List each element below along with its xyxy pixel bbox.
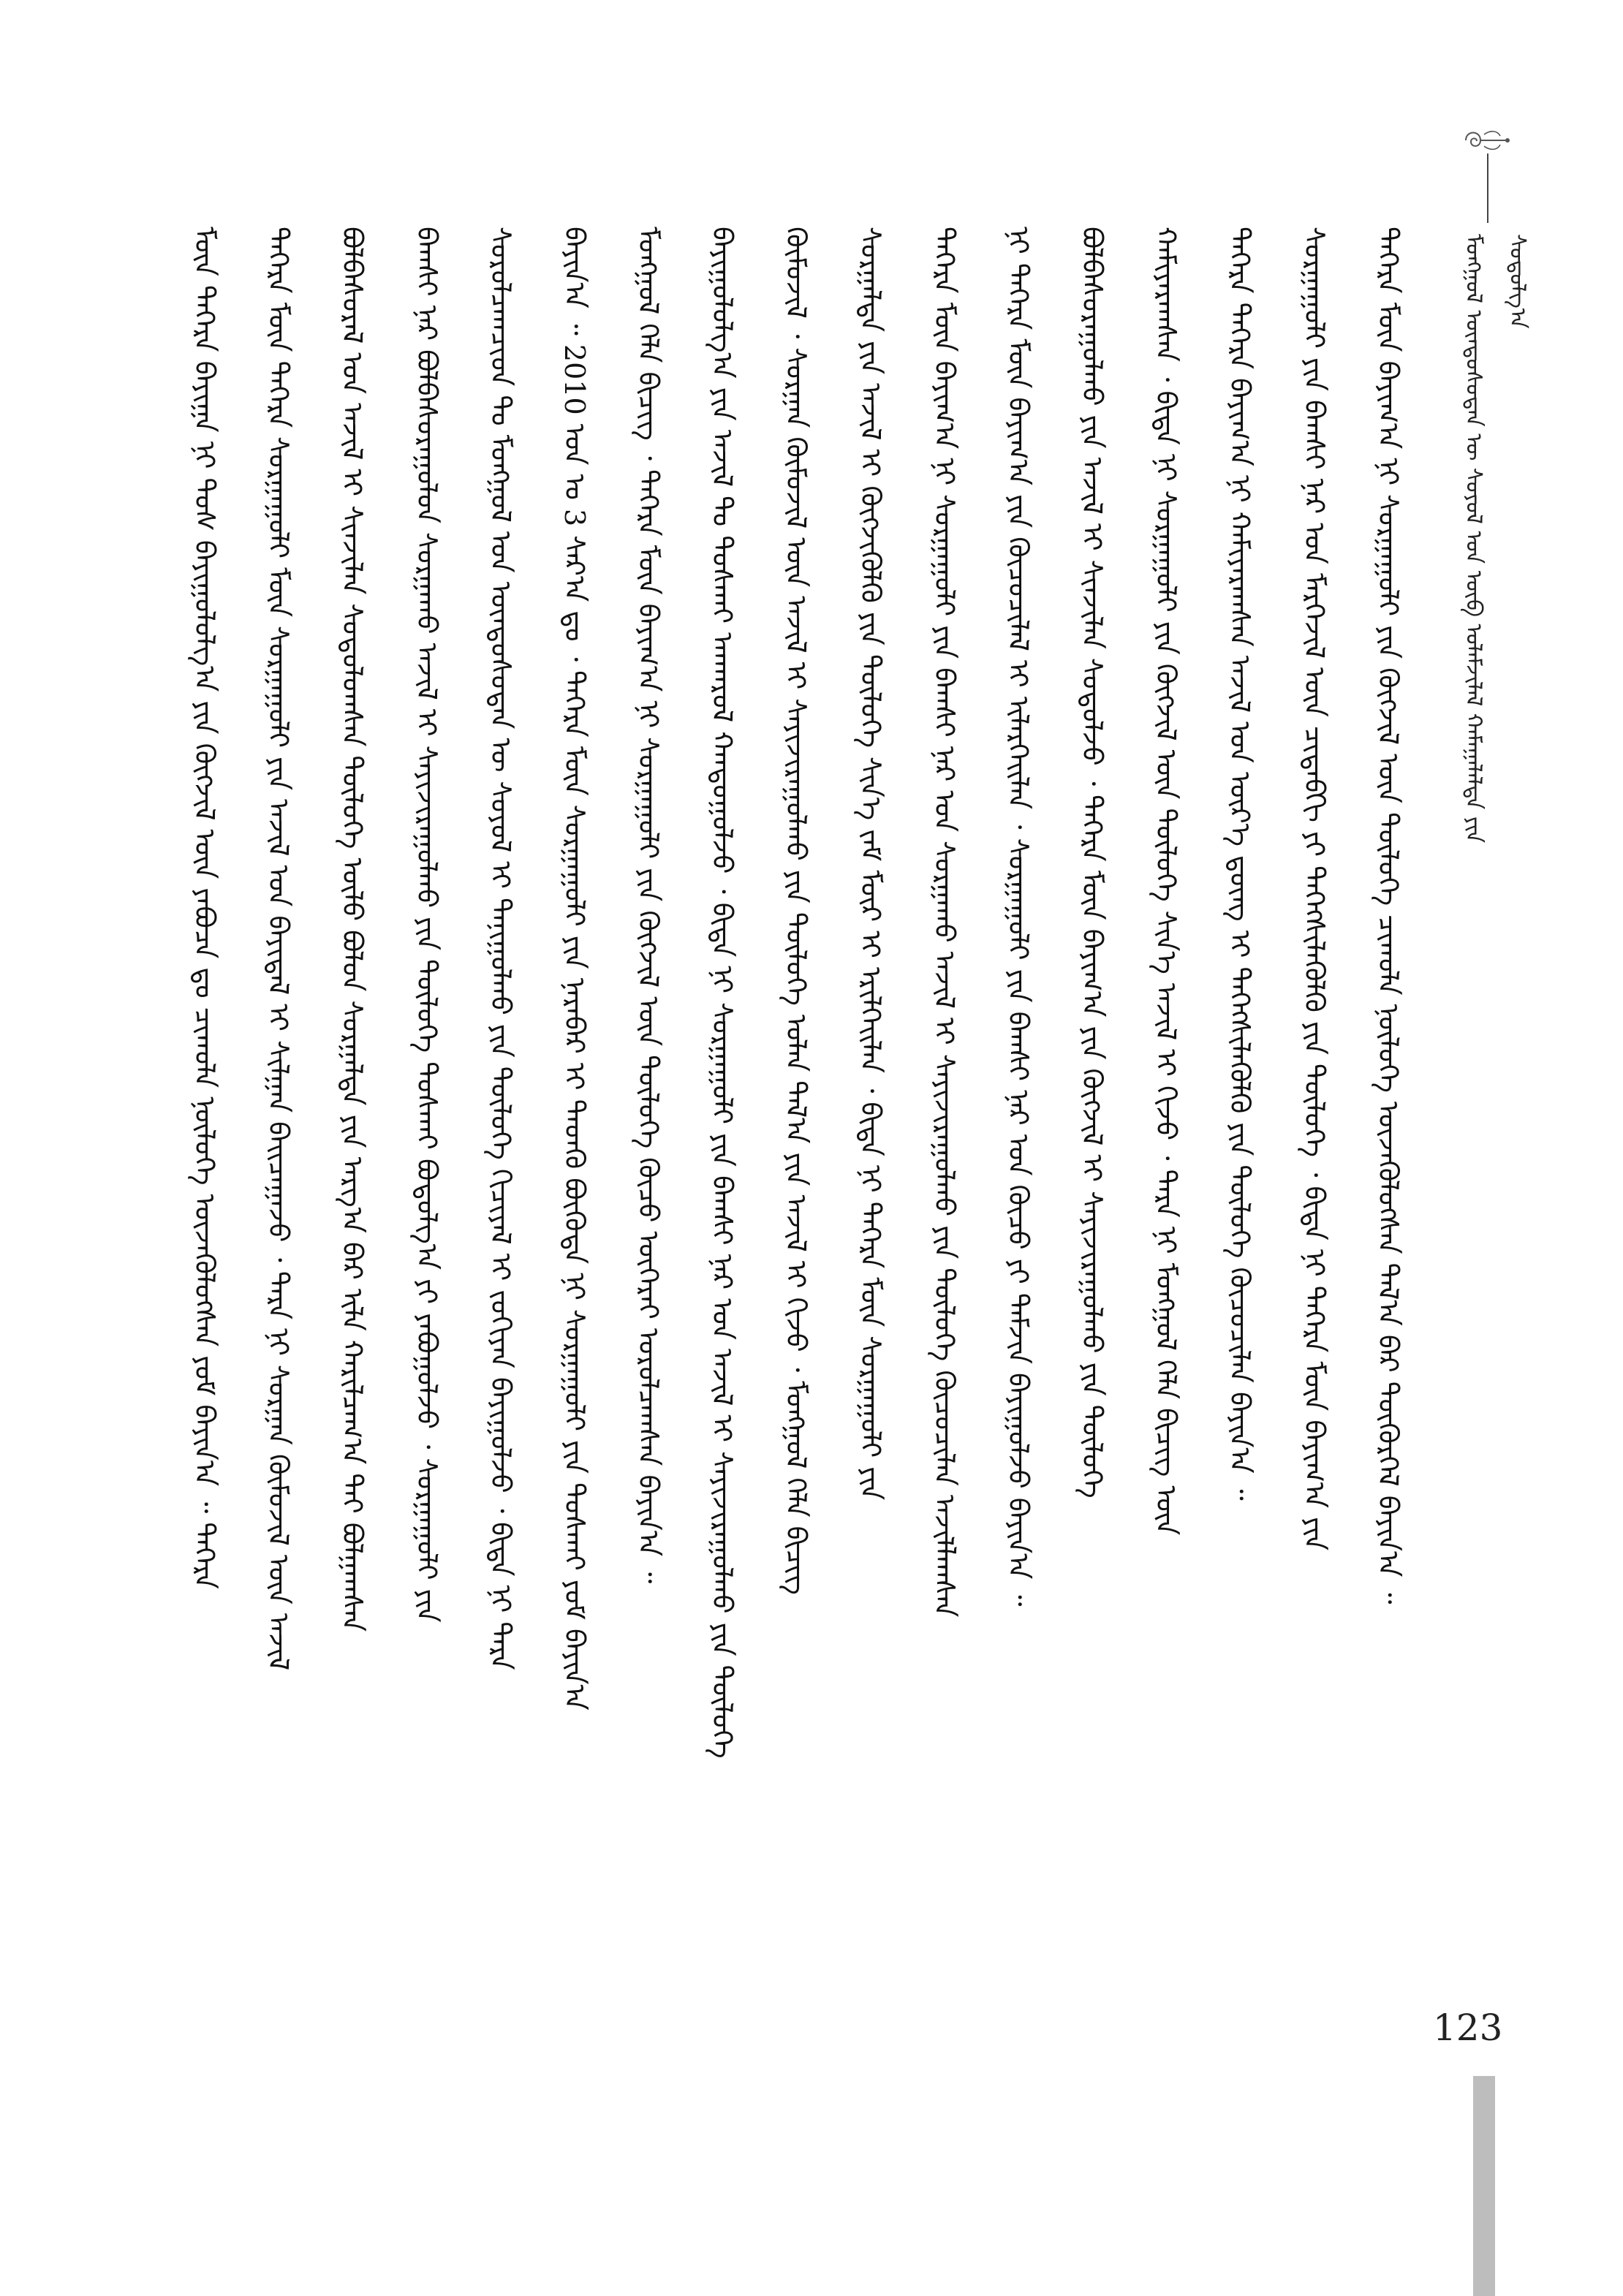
text-column: ᠲᠡᠭᠡᠷᠡ ᠮᠥᠨ ᠪᠠᠶᠢᠭ᠎ᠠ ᠨᠢ ᠰᠤᠷᠭᠠᠭᠤᠯᠢ ᠶᠢᠨ ᠬᠥᠭᠵᠢᠯ ᠦᠨ ᠲᠥᠯᠦᠭᠡ ᠴᠢᠬᠤᠯᠠ ᠨᠥᠯᠦᠭᠡ ᠦᠵᠡᠭᠦᠯᠦᠭᠰᠡᠨ ᠲᠠᠯ᠎ᠠ ᠪᠠᠷ ᠳᠦᠭᠦᠷᠭᠡᠯ ᠪᠠᠶᠢᠨ᠎ᠠ ᠃	[1372, 227, 1404, 1604]
page-number: 123	[1433, 2007, 1503, 2049]
text-column: ᠲᠡᠭᠡᠷᠡ ᠮᠥᠨ ᠪᠠᠶᠢᠭ᠎ᠠ ᠨᠢ ᠰᠤᠷᠭᠠᠭᠤᠯᠢ ᠶᠢᠨ ᠪᠠᠭᠰᠢ ᠨᠠᠷ ᠤᠨ ᠰᠤᠷᠭᠠᠬᠤ ᠠᠵᠢᠯ ᠢ ᠰᠠᠶᠢᠵᠢᠷᠠᠭᠤᠯᠬᠤ ᠶᠢᠨ ᠲᠥᠯᠦᠭᠡ ᠬᠦᠴᠦᠴᠢᠯᠡᠨ ᠠᠵᠢᠯᠯᠠᠭᠰᠠᠨ	[928, 227, 961, 1618]
text-column: ᠪᠤᠯᠪᠠᠰᠤᠷᠠᠭᠤᠯᠬᠤ ᠶᠢᠨ ᠠᠵᠢᠯ ᠢ ᠰᠢᠨᠵᠢᠯᠡᠨ ᠰᠤᠳᠤᠯᠵᠤ ᠂ ᠲᠡᠭᠡᠷᠡ ᠮᠥᠨ ᠪᠠᠶᠢᠭ᠎ᠠ ᠶᠢᠨ ᠬᠥᠭᠵᠢᠯ ᠢ ᠰᠠᠶᠢᠵᠢᠷᠠᠭᠤᠯᠬᠤ ᠶᠢᠨ ᠲᠥᠯᠦᠭᠡ	[1076, 227, 1108, 1499]
text-column: ᠪᠣᠯᠪᠠᠰᠤᠷᠠᠯ ᠤᠨ ᠠᠵᠢᠯ ᠢ ᠰᠢᠨᠵᠢᠯᠡᠨ ᠰᠤᠳᠤᠯᠤᠭᠰᠠᠨ ᠲᠥᠯᠦᠭᠡ ᠦᠯᠦ ᠪᠣᠯᠤᠨ ᠰᠤᠷᠭᠠᠯᠲᠠ ᠶᠢᠨ ᠠᠷᠭ᠎ᠠ ᠪᠠᠷ ᠢᠯᠡ ᠬᠠᠷᠢᠯᠴᠠᠭ᠎ᠠ ᠲᠠᠢ ᠪᠣᠯᠭᠠᠭᠰᠠᠨ	[336, 227, 368, 1632]
thumb-tab	[1473, 2076, 1495, 2296]
text-column: ᠬᠠᠮᠢᠶᠠᠷᠠᠭᠰᠠᠨ ᠂ ᠪᠢᠳᠡ ᠨᠢ ᠰᠤᠷᠭᠠᠭᠤᠯᠢ ᠶᠢᠨ ᠬᠥᠭᠵᠢᠯ ᠦᠨ ᠲᠥᠯᠦᠭᠡ ᠰᠢᠨ᠎ᠡ ᠠᠵᠢᠯ ᠢ ᠬᠢᠵᠦ ᠂ ᠲᠡᠷᠡ ᠨᠢ ᠮᠣᠩᠭᠣᠯ ᠬᠡᠯᠡ ᠪᠢᠴᠢᠭ᠌ ᠦᠨ	[1150, 227, 1182, 1536]
header-rule	[1487, 154, 1488, 223]
text-column: ᠰᠤᠷᠭᠠᠯᠲᠠ ᠶᠢᠨ ᠠᠵᠢᠯ ᠢ ᠬᠥᠭᠵᠢᠭᠦᠯᠬᠦ ᠶᠢᠨ ᠲᠥᠯᠦᠭᠡ ᠰᠢᠨ᠎ᠡ ᠵᠠᠮ ᠮᠥᠷ ᠢ ᠡᠷᠢᠯᠬᠡᠢᠯᠡᠨ ᠂ ᠪᠢᠳᠡ ᠨᠢ ᠲᠡᠭᠡᠷᠡ ᠮᠥᠨ ᠰᠤᠷᠭᠠᠭᠤᠯᠢ ᠶᠢᠨ	[855, 227, 887, 1501]
text-column: ᠪᠠᠶᠢᠨ᠎ᠠ ᠃ 2010 ᠣᠨ ᠤ 3 ᠰᠠᠷ᠎ᠠ ᠳᠤ ᠂ ᠲᠡᠭᠡᠷᠡ ᠮᠥᠨ ᠰᠤᠷᠭᠠᠭᠤᠯᠢ ᠶᠢᠨ ᠨᠡᠷᠡᠪᠡᠷ ᠢ ᠲᠡᠳᠬᠦ ᠪᠦᠭᠦᠳᠡ ᠨᠢ ᠰᠤᠷᠭᠠᠭᠤᠯᠢ ᠶᠢᠨ ᠲᠤᠰᠬᠠᠢ ᠶᠤᠮ ᠪᠠᠶᠢᠨ᠎ᠠ	[559, 227, 591, 1710]
text-column: ᠲᠡᠭᠡᠷᠡ ᠲᠡᠭᠡᠷᠡ ᠪᠠᠶᠢᠭ᠎ᠠ ᠨᠢ ᠬᠠᠮᠢᠶᠠᠷᠠᠭᠰᠠᠨ ᠠᠵᠢᠯ ᠤᠨ ᠦᠷ᠎ᠡ ᠳ᠋ᠦᠩ ᠢ ᠳᠡᠭᠡᠭᠰᠢᠯᠡᠭᠦᠯᠬᠦ ᠶᠢᠨ ᠲᠥᠯᠦᠭᠡ ᠬᠦᠴᠦᠴᠢᠯᠡᠨ ᠪᠠᠶᠢᠨ᠎ᠠ ᠃	[1224, 227, 1256, 1501]
text-column: ᠬᠦᠮᠦᠵᠢᠯ ᠂ ᠰᠤᠷᠭᠠᠨ ᠬᠥᠮᠦᠵᠢᠯ ᠦᠨ ᠠᠵᠢᠯ ᠢ ᠰᠠᠶᠢᠵᠢᠷᠠᠭᠤᠯᠬᠤ ᠶᠢᠨ ᠲᠥᠯᠦᠭᠡ ᠣᠯᠠᠨ ᠲᠠᠯ᠎ᠠ ᠶᠢᠨ ᠠᠵᠢᠯ ᠢ ᠬᠢᠵᠦ ᠂ ᠮᠣᠩᠭᠣᠯ ᠬᠡᠯᠡ ᠪᠢᠴᠢᠭ᠌	[780, 227, 812, 1595]
text-column: ᠨᠢ ᠲᠡᠭᠡᠷᠡ ᠮᠥᠨ ᠪᠠᠶᠢᠭ᠎ᠠ ᠶᠢᠨ ᠬᠦᠴᠦᠴᠢᠯᠡᠯ ᠢ ᠢᠯᠡᠷᠬᠡᠢᠯᠡᠨ ᠂ ᠰᠤᠷᠭᠠᠭᠤᠯᠢ ᠶᠢᠨ ᠪᠠᠭᠰᠢ ᠨᠠᠷ ᠤᠨ ᠬᠦᠴᠦ ᠶᠢ ᠳᠡᠮᠵᠢᠨ ᠪᠠᠶᠢᠭᠤᠯᠵᠤ ᠪᠠᠶᠢᠨ᠎ᠠ ᠃	[1002, 227, 1034, 1607]
text-column: ᠰᠤᠷᠤᠯᠴᠠᠭᠴᠢᠳ ᠲᠤ ᠮᠣᠩᠭᠣᠯ ᠤᠨ ᠦᠨᠳᠦᠰᠦᠲᠡᠨ ᠦ ᠰᠣᠶᠣᠯ ᠢ ᠲᠠᠨᠢᠭᠤᠯᠬᠤ ᠶᠢᠨ ᠲᠥᠯᠦᠭᠡ ᠬᠢᠴᠢᠶᠡᠯ ᠢ ᠵᠣᠬᠢᠶᠠᠨ ᠪᠠᠶᠢᠭᠤᠯᠵᠤ ᠂ ᠪᠢᠳᠡ ᠨᠢ ᠲᠡᠷᠡ	[485, 227, 517, 1670]
scroll-ornament-icon	[1462, 124, 1513, 157]
text-column: ᠪᠠᠶᠢᠭᠤᠯᠤᠯᠭ᠎ᠠ ᠶᠢᠨ ᠠᠵᠢᠯ ᠲᠤ ᠲᠤᠰᠬᠠᠢ ᠠᠨᠬᠠᠷᠤᠯ ᠬᠠᠨᠳᠤᠭᠤᠯᠵᠤ ᠂ ᠪᠢᠳᠡ ᠨᠢ ᠰᠤᠷᠭᠠᠭᠤᠯᠢ ᠶᠢᠨ ᠪᠠᠭᠰᠢ ᠨᠠᠷ ᠤᠨ ᠠᠵᠢᠯ ᠢ ᠰᠠᠶᠢᠵᠢᠷᠠᠭᠤᠯᠬᠤ ᠶᠢᠨ ᠲᠥᠯᠦᠭᠡ	[706, 227, 738, 1759]
text-column: ᠮᠥᠨ ᠲᠡᠭᠡᠷᠡ ᠪᠠᠶᠢᠭᠠ ᠨᠢ ᠲᠤᠰ ᠪᠠᠶᠢᠭᠤᠯᠤᠯᠭ᠎ᠠ ᠶᠢᠨ ᠬᠥᠭᠵᠢᠯ ᠦᠨ ᠶᠠᠪᠤᠴᠠ ᠳᠤ ᠴᠢᠬᠤᠯᠠ ᠨᠥᠯᠦᠭᠡ ᠦᠵᠡᠭᠦᠯᠦᠭᠰᠡᠨ ᠶᠤᠮ ᠪᠠᠶᠢᠨ᠎ᠠ ᠃ ᠲᠡᠭᠡᠷᠡ	[189, 227, 221, 1589]
text-column: ᠰᠤᠷᠭᠠᠭᠤᠯᠢ ᠶᠢᠨ ᠪᠠᠭᠰᠢ ᠨᠠᠷ ᠤᠨ ᠮᠡᠷᠭᠡᠵᠢᠯ ᠦᠨ ᠴᠢᠳᠠᠪᠬᠢ ᠶᠢ ᠳᠡᠭᠡᠭᠰᠢᠯᠡᠭᠦᠯᠬᠦ ᠶᠢᠨ ᠲᠥᠯᠦᠭᠡ ᠂ ᠪᠢᠳᠡ ᠨᠢ ᠲᠡᠭᠡᠷᠡ ᠮᠥᠨ ᠪᠠᠶᠢᠭ᠎ᠠ ᠶᠢᠨ	[1298, 227, 1331, 1551]
text-column: ᠲᠡᠭᠡᠷᠡ ᠮᠥᠨ ᠲᠡᠭᠡᠷᠡ ᠰᠤᠷᠭᠠᠭᠤᠯᠢ ᠮᠥᠨ ᠰᠤᠷᠭᠠᠭᠤᠯᠢ ᠶᠢᠨ ᠠᠵᠢᠯ ᠤᠨ ᠪᠠᠶᠢᠳᠠᠯ ᠢ ᠰᠢᠯᠭᠠᠨ ᠪᠠᠢᠴᠠᠭᠠᠵᠤ ᠂ ᠲᠡᠷᠡ ᠨᠢ ᠰᠤᠷᠭᠠᠨ ᠬᠥᠮᠦᠵᠢᠯ ᠦᠨ ᠠᠵᠢᠯ	[262, 227, 295, 1671]
text-column: ᠪᠠᠭᠰᠢ ᠨᠠᠷ ᠪᠣᠯᠪᠠᠰᠤᠷᠠᠭᠤᠯᠤᠨ ᠰᠤᠷᠭᠠᠬᠤ ᠠᠵᠢᠯ ᠢ ᠰᠠᠶᠢᠵᠢᠷᠠᠭᠤᠯᠬᠤ ᠶᠢᠨ ᠲᠥᠯᠦᠭᠡ ᠲᠤᠰᠬᠠᠢ ᠪᠤᠳᠤᠯᠭ᠎ᠠ ᠶᠢ ᠶᠠᠪᠤᠭᠤᠯᠵᠤ ᠂ ᠰᠤᠷᠭᠠᠭᠤᠯᠢ ᠶᠢᠨ	[411, 227, 443, 1623]
body-text	[175, 227, 1433, 2171]
text-column: ᠮᠣᠩᠭᠣᠯ ᠬᠡᠯᠡ ᠪᠢᠴᠢᠭ᠌ ᠂ ᠲᠡᠭᠡᠷᠡ ᠮᠥᠨ ᠪᠠᠶᠢᠭ᠎ᠠ ᠨᠢ ᠰᠤᠷᠭᠠᠭᠤᠯᠢ ᠶᠢᠨ ᠬᠥᠭᠵᠢᠯ ᠦᠨ ᠲᠥᠯᠦᠭᠡ ᠬᠦᠴᠦ ᠦᠭᠡᠷᠡᠢ ᠣᠷᠤᠯᠴᠠᠭᠰᠠᠨ ᠪᠠᠶᠢᠨ᠎ᠠ ᠃	[632, 227, 665, 1584]
running-header: ᠮᠣᠩᠭᠣᠯ ᠦᠨᠳᠦᠰᠦᠲᠡᠨ ᠦ ᠰᠣᠶᠣᠯ ᠤᠨ ᠦᠪ ᠤᠯᠠᠮᠵᠢᠯᠠᠯ ᠬᠠᠮᠠᠭᠠᠯᠠᠯᠲᠠ ᠶᠢᠨ ᠰᠤᠳᠤᠯᠭ᠎ᠠ	[1461, 234, 1530, 844]
